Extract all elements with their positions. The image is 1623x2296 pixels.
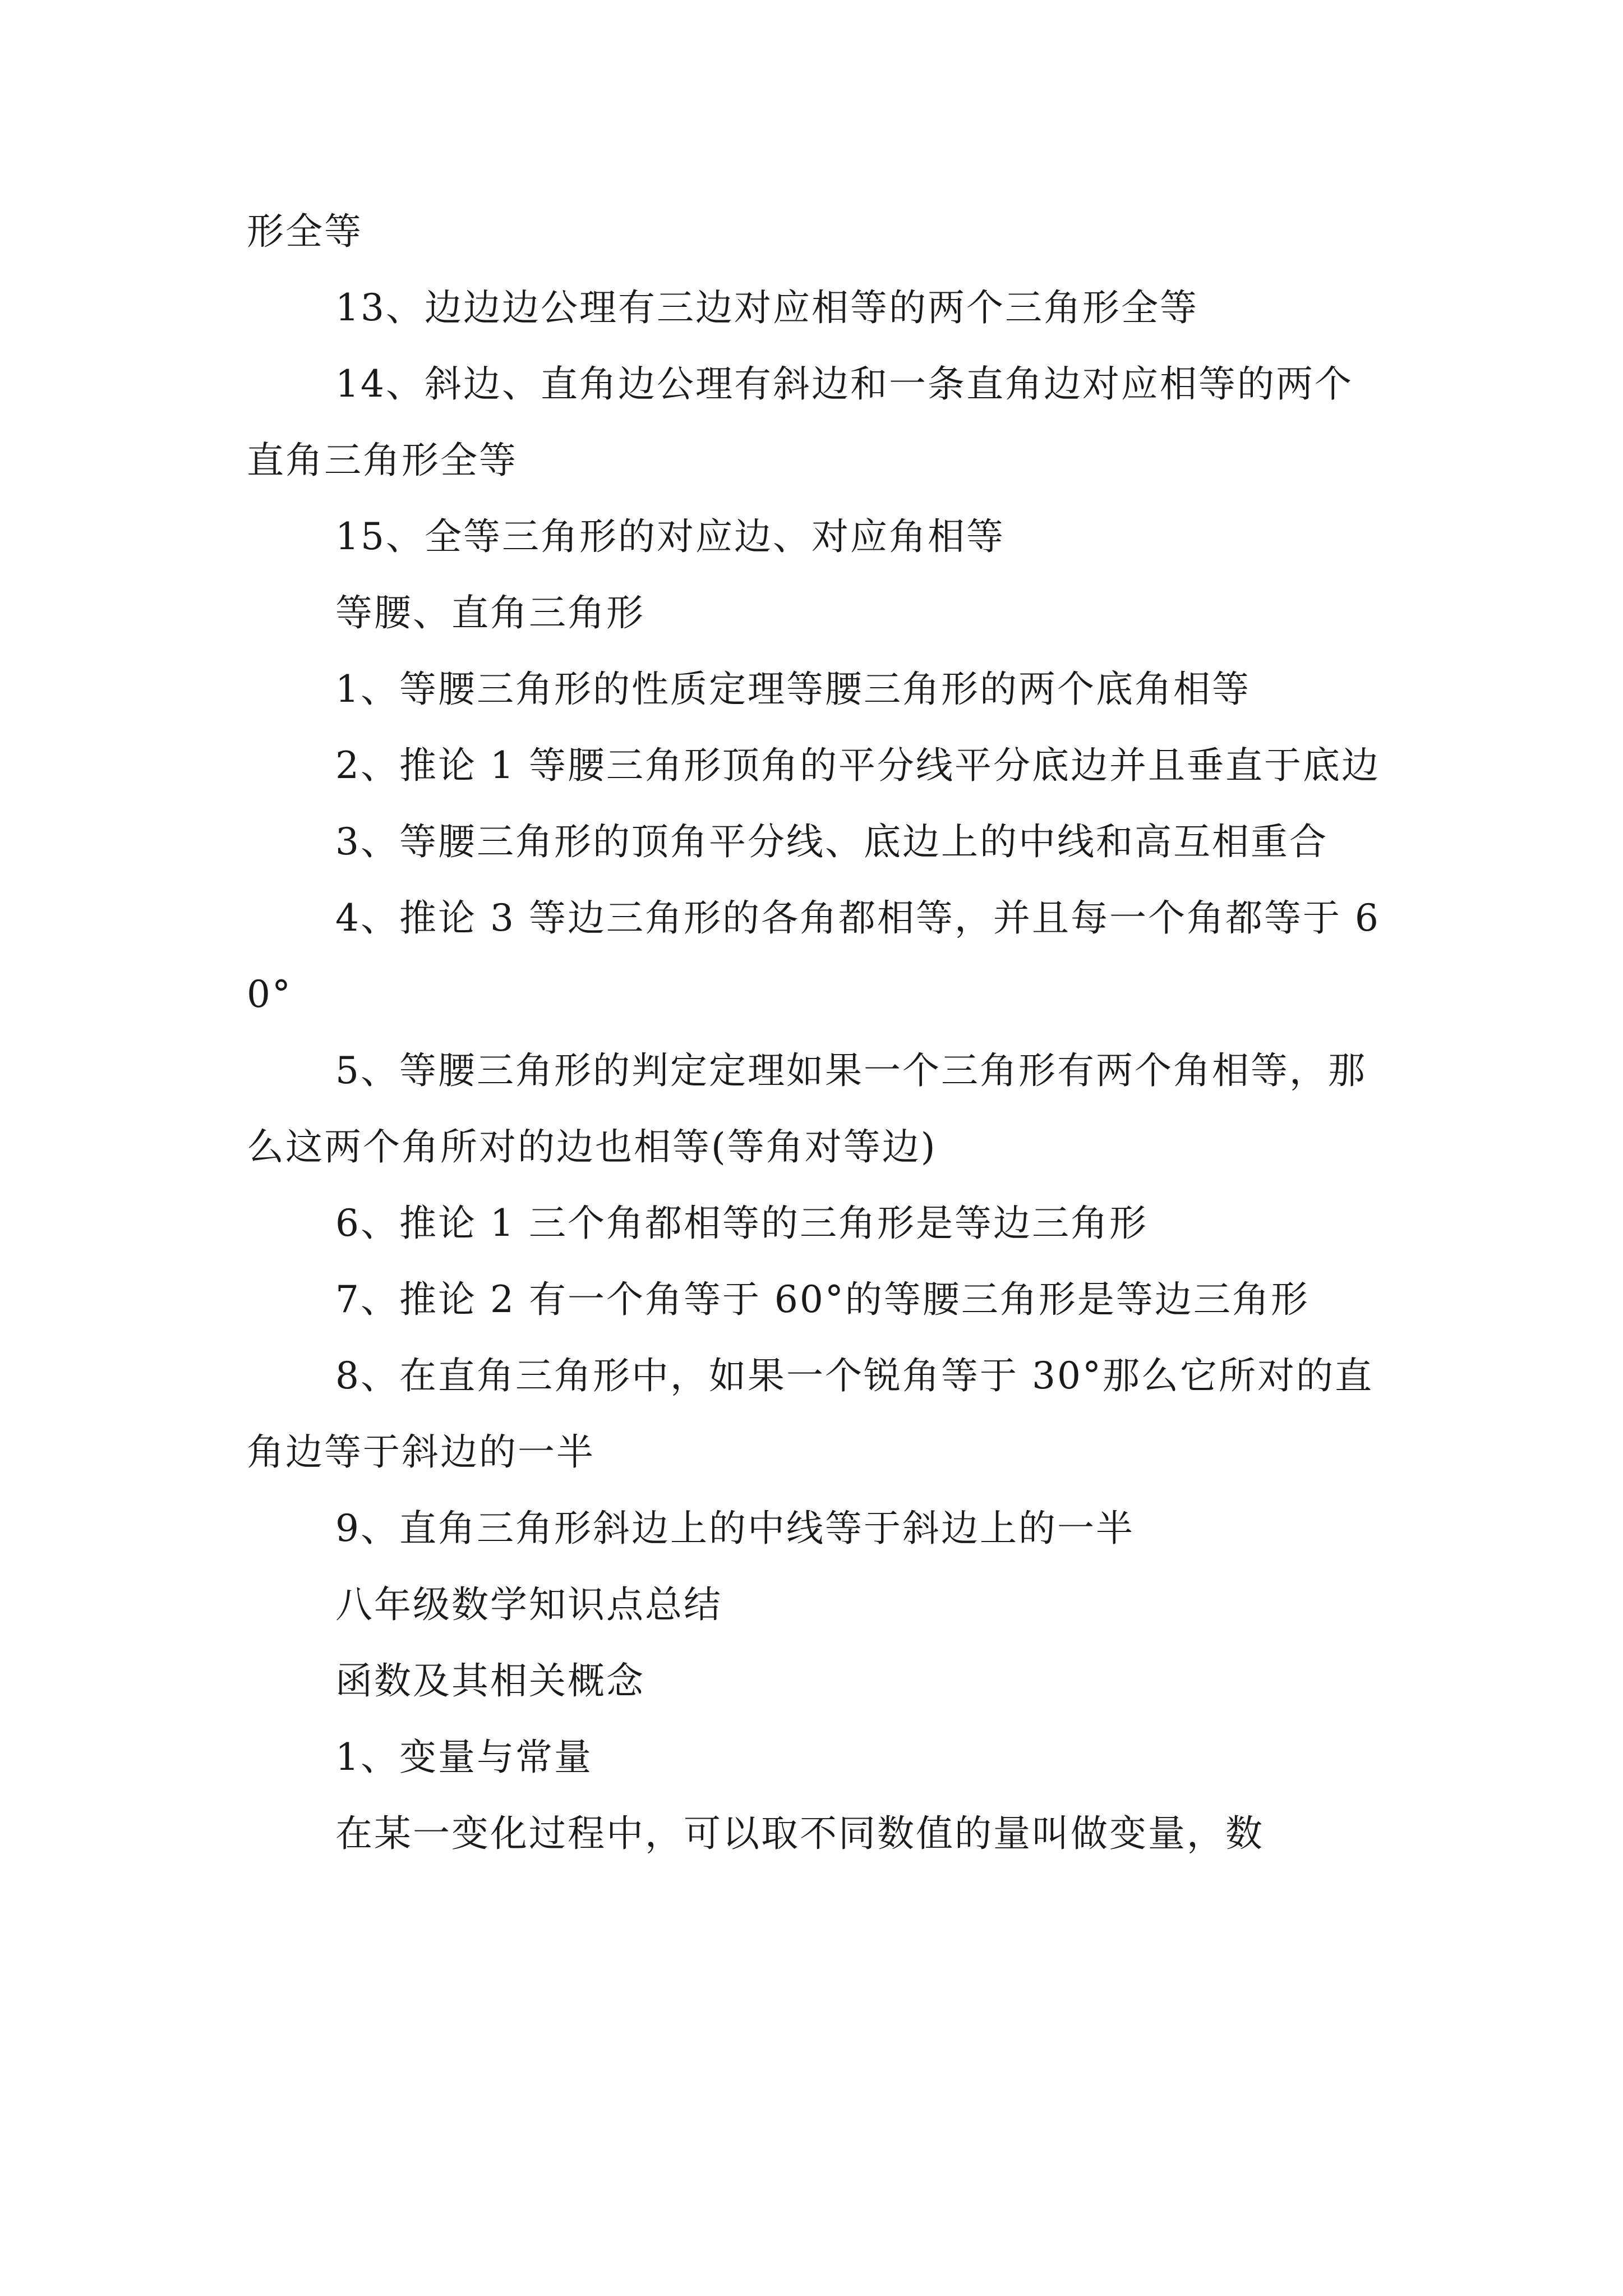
paragraph: 3、等腰三角形的顶角平分线、底边上的中线和高互相重合 bbox=[335, 820, 1328, 863]
paragraph: 9、直角三角形斜边上的中线等于斜边上的一半 bbox=[335, 1507, 1135, 1550]
paragraph: 14、斜边、直角边公理有斜边和一条直角边对应相等的两个直角三角形全等 bbox=[247, 362, 1353, 482]
paragraph: 15、全等三角形的对应边、对应角相等 bbox=[335, 515, 1005, 558]
section-heading: 八年级数学知识点总结 bbox=[335, 1583, 722, 1626]
paragraph: 在某一变化过程中，可以取不同数值的量叫做变量，数 bbox=[335, 1812, 1264, 1855]
paragraph: 2、推论 1 等腰三角形顶角的平分线平分底边并且垂直于底边 bbox=[335, 744, 1380, 787]
paragraph: 7、推论 2 有一个角等于 60°的等腰三角形是等边三角形 bbox=[335, 1278, 1310, 1321]
paragraph: 6、推论 1 三个角都相等的三角形是等边三角形 bbox=[335, 1202, 1148, 1245]
paragraph: 5、等腰三角形的判定定理如果一个三角形有两个角相等，那么这两个角所对的边也相等(等角对等边) bbox=[247, 1049, 1367, 1168]
document-body bbox=[247, 194, 1385, 1872]
paragraph: 4、推论 3 等边三角形的各角都相等，并且每一个角都等于 60° bbox=[247, 896, 1380, 1016]
section-heading: 函数及其相关概念 bbox=[335, 1659, 645, 1703]
paragraph: 13、边边边公理有三边对应相等的两个三角形全等 bbox=[335, 286, 1198, 329]
paragraph: 1、变量与常量 bbox=[335, 1736, 593, 1779]
paragraph: 1、等腰三角形的性质定理等腰三角形的两个底角相等 bbox=[335, 668, 1251, 711]
paragraph: 形全等 bbox=[247, 210, 363, 253]
section-heading: 等腰、直角三角形 bbox=[335, 591, 645, 634]
paragraph: 8、在直角三角形中，如果一个锐角等于 30°那么它所对的直角边等于斜边的一半 bbox=[247, 1354, 1373, 1474]
